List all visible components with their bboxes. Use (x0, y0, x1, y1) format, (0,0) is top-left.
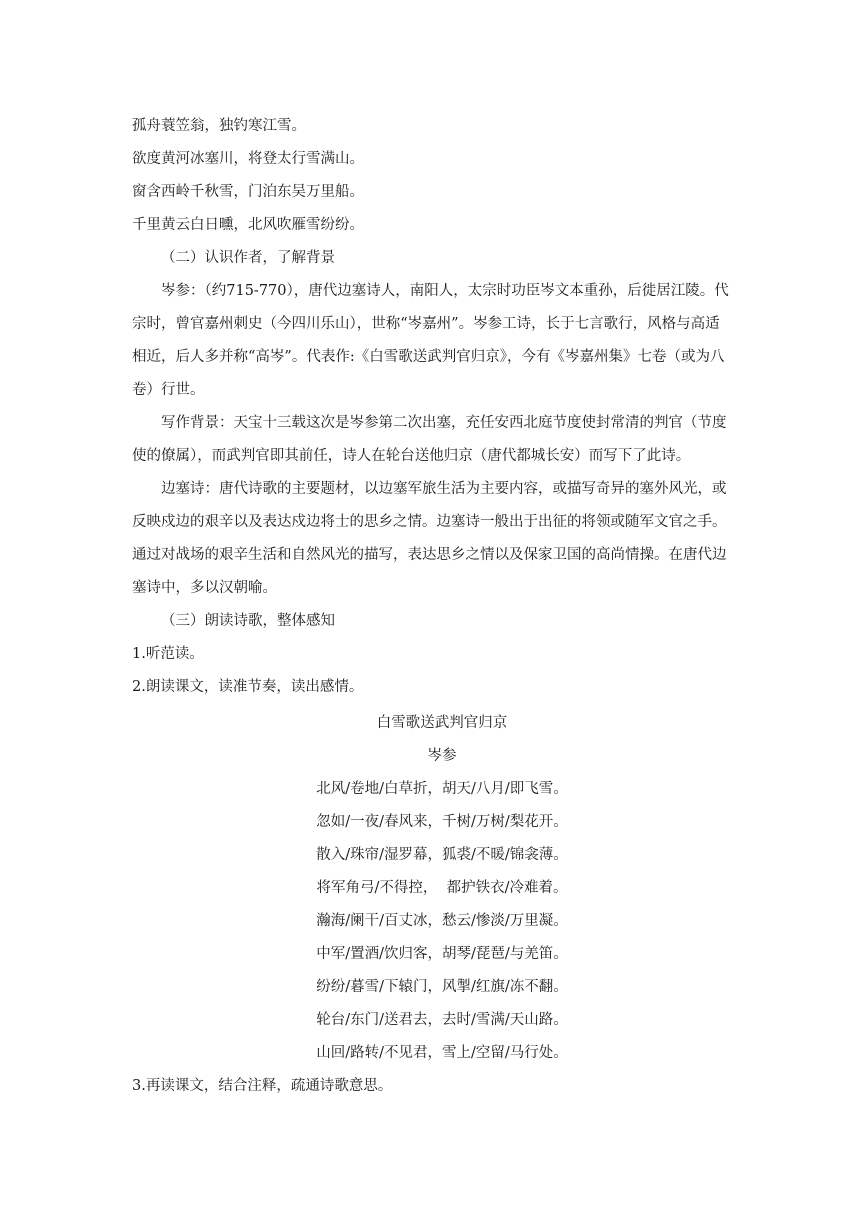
background-paragraph: 写作背景：天宝十三载这次是岑参第二次出塞，充任安西北庭节度使封常清的判官（节度使的僚属），而武判官即其前任，诗人在轮台送他归京（唐代都城长安）而写下了此诗。 (132, 415, 727, 464)
poem-line: 瀚海/阑干/百丈冰，愁云/惨淡/万里凝。 (316, 913, 568, 929)
poem-line: 中军/置酒/饮归客，胡琴/琵琶/与羌笛。 (316, 946, 568, 962)
step-item: 3.再读课文，结合注释，疏通诗歌意思。 (132, 1078, 393, 1094)
step-item: 2.朗读课文，读准节奏，读出感情。 (132, 679, 364, 695)
poem-title: 白雪歌送武判官归京 (376, 715, 508, 731)
poem-line: 将军角弓/不得控， 都护铁衣/冷难着。 (316, 880, 568, 896)
step-item: 1.听范读。 (132, 646, 204, 662)
frontier-poetry-paragraph: 边塞诗：唐代诗歌的主要题材，以边塞军旅生活为主要内容，或描写奇异的塞外风光，或反映戍边的艰辛以及表达戍边将士的思乡之情。边塞诗一般出于出征的将领或随军文官之手。通过对战场的艰辛生活和自然风光的描写，表达思乡之情以及保家卫国的高尚情操。在唐代边塞诗中，多以汉朝喻。 (132, 481, 727, 596)
section-heading: （三）朗读诗歌，整体感知 (161, 613, 335, 629)
section-heading: （二）认识作者，了解背景 (161, 250, 335, 266)
intro-line: 孤舟蓑笠翁，独钓寒江雪。 (132, 118, 306, 134)
poem-line: 忽如/一夜/春风来，千树/万树/梨花开。 (316, 814, 568, 830)
poem-author: 岑参 (427, 748, 457, 764)
intro-line: 欲度黄河冰塞川，将登太行雪满山。 (132, 151, 364, 167)
author-paragraph: 岑参：（约715-770），唐代边塞诗人，南阳人，太宗时功臣岑文本重孙，后徙居江陵。代宗时，曾官嘉州刺史（今四川乐山），世称“岑嘉州”。岑参工诗，长于七言歌行，风格与高适相近，后人多并称“高岑”。代表作:《白雪歌送武判官归京》，今有《岑嘉州集》七卷（或为八卷）行世。 (132, 283, 729, 398)
poem-line: 北风/卷地/白草折，胡天/八月/即飞雪。 (316, 781, 568, 797)
intro-line: 窗含西岭千秋雪，门泊东吴万里船。 (132, 184, 364, 200)
poem-line: 轮台/东门/送君去，去时/雪满/天山路。 (316, 1012, 568, 1028)
intro-line: 千里黄云白日曛，北风吹雁雪纷纷。 (132, 217, 364, 233)
poem-line: 散入/珠帘/湿罗幕，狐裘/不暖/锦衾薄。 (316, 847, 568, 863)
poem-line: 纷纷/暮雪/下辕门，风掣/红旗/冻不翻。 (316, 979, 568, 995)
document-content (132, 110, 732, 1103)
poem-line: 山回/路转/不见君，雪上/空留/马行处。 (316, 1045, 568, 1061)
